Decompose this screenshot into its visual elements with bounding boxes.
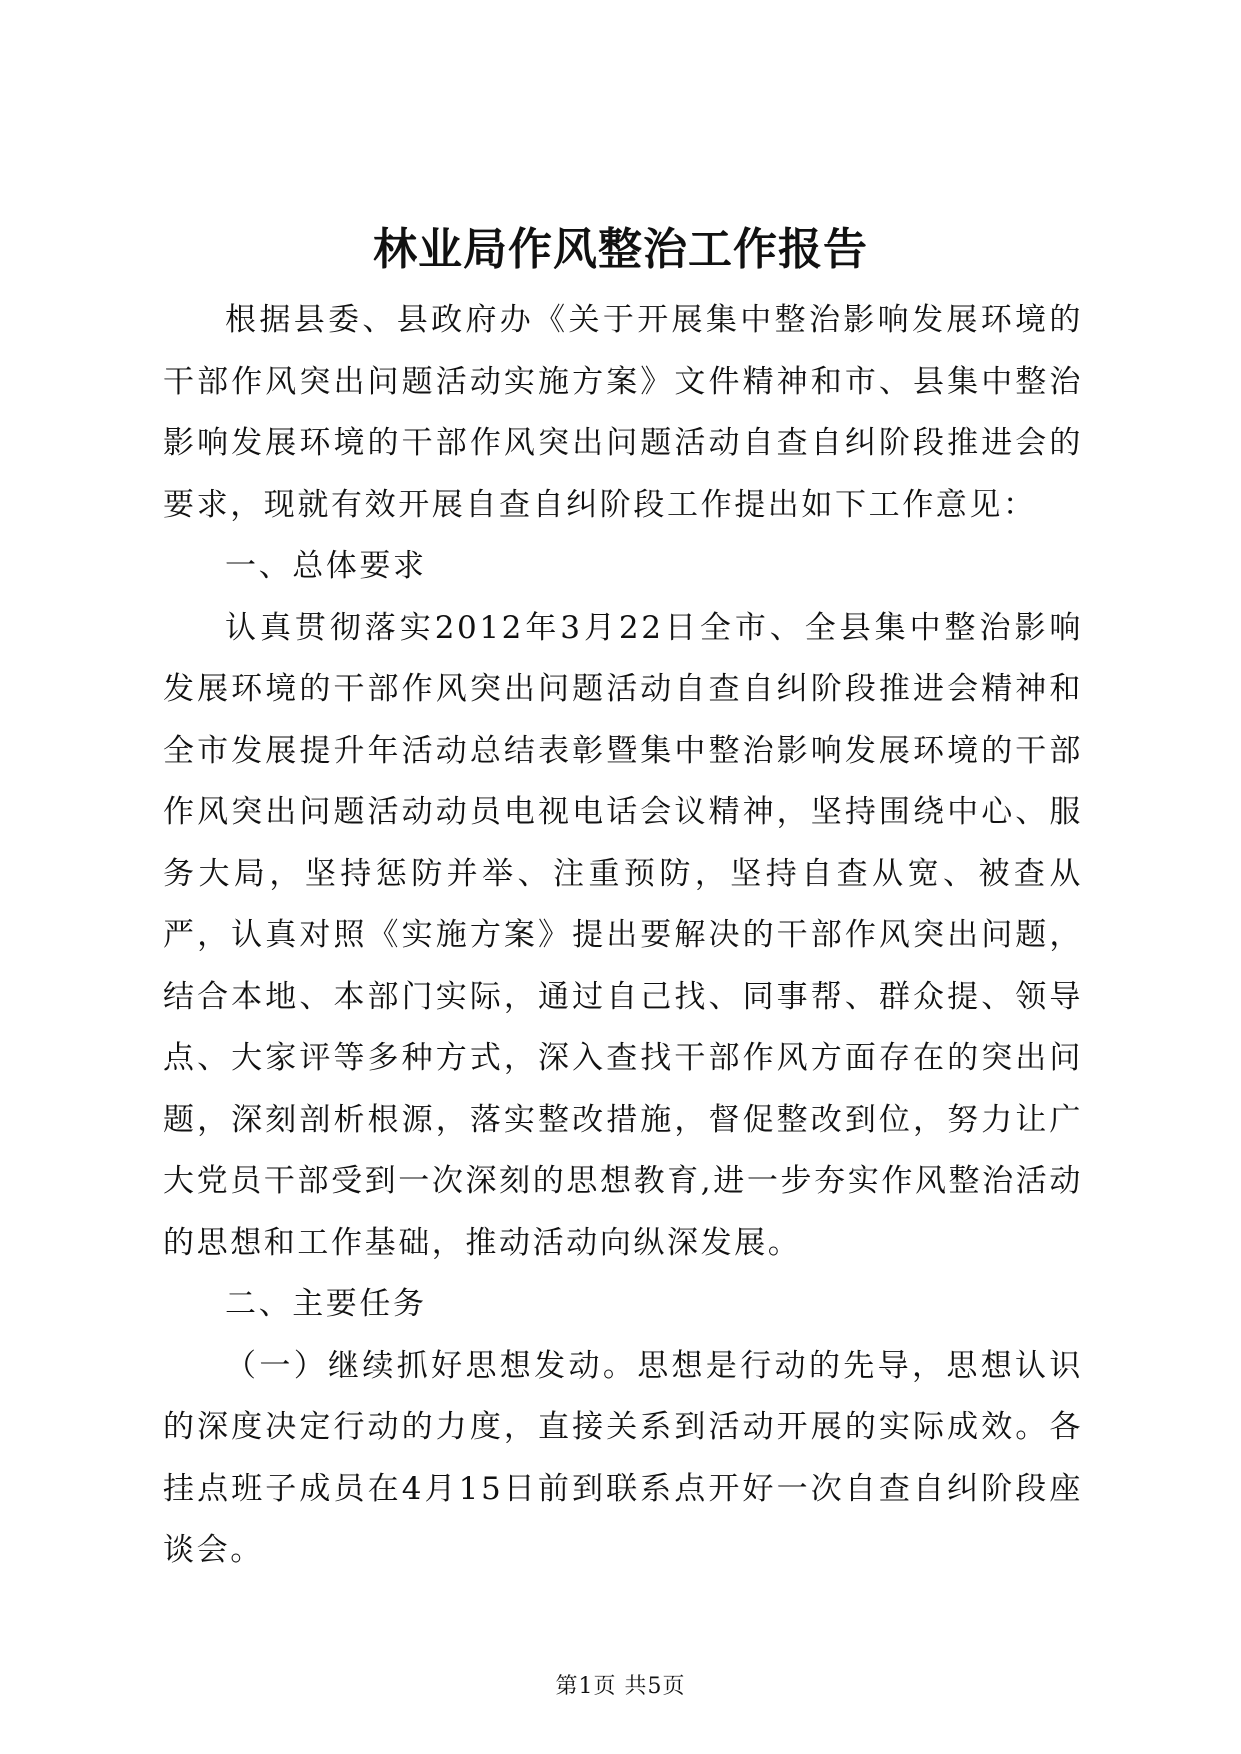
section-heading-overall-requirements: 一、总体要求 bbox=[225, 548, 427, 584]
main-tasks-paragraph: （一）继续抓好思想发动。思想是行动的先导，思想认识的深度决定行动的力度，直接关系到活动开展的实际成效。各挂点班子成员在4月15日前到联系点开好一次自查自纠阶段座谈会。 bbox=[163, 1347, 1083, 1568]
page-number-footer: 第1页 共5页 bbox=[555, 1674, 686, 1699]
document-body bbox=[163, 290, 1083, 1582]
intro-paragraph: 根据县委、县政府办《关于开展集中整治影响发展环境的干部作风突出问题活动实施方案》文件精神和市、县集中整治影响发展环境的干部作风突出问题活动自查自纠阶段推进会的要求，现就有效开展自查自纠阶段工作提出如下工作意见： bbox=[163, 302, 1083, 523]
document-title: 林业局作风整治工作报告 bbox=[373, 224, 868, 275]
section-heading-main-tasks: 二、主要任务 bbox=[225, 1286, 427, 1322]
overall-requirements-paragraph: 认真贯彻落实2012年3月22日全市、全县集中整治影响发展环境的干部作风突出问题活动自查自纠阶段推进会精神和全市发展提升年活动总结表彰暨集中整治影响发展环境的干部作风突出问题活动动员电视电话会议精神，坚持围绕中心、服务大局，坚持惩防并举、注重预防，坚持自查从宽、被查从严，认真对照《实施方案》提出要解决的干部作风突出问题，结合本地、本部门实际，通过自己找、同事帮、群众提、领导点、大家评等多种方式，深入查找干部作风方面存在的突出问题，深刻剖析根源，落实整改措施，督促整改到位，努力让广大党员干部受到一次深刻的思想教育,进一步夯实作风整治活动的思想和工作基础，推动活动向纵深发展。 bbox=[163, 609, 1083, 1261]
